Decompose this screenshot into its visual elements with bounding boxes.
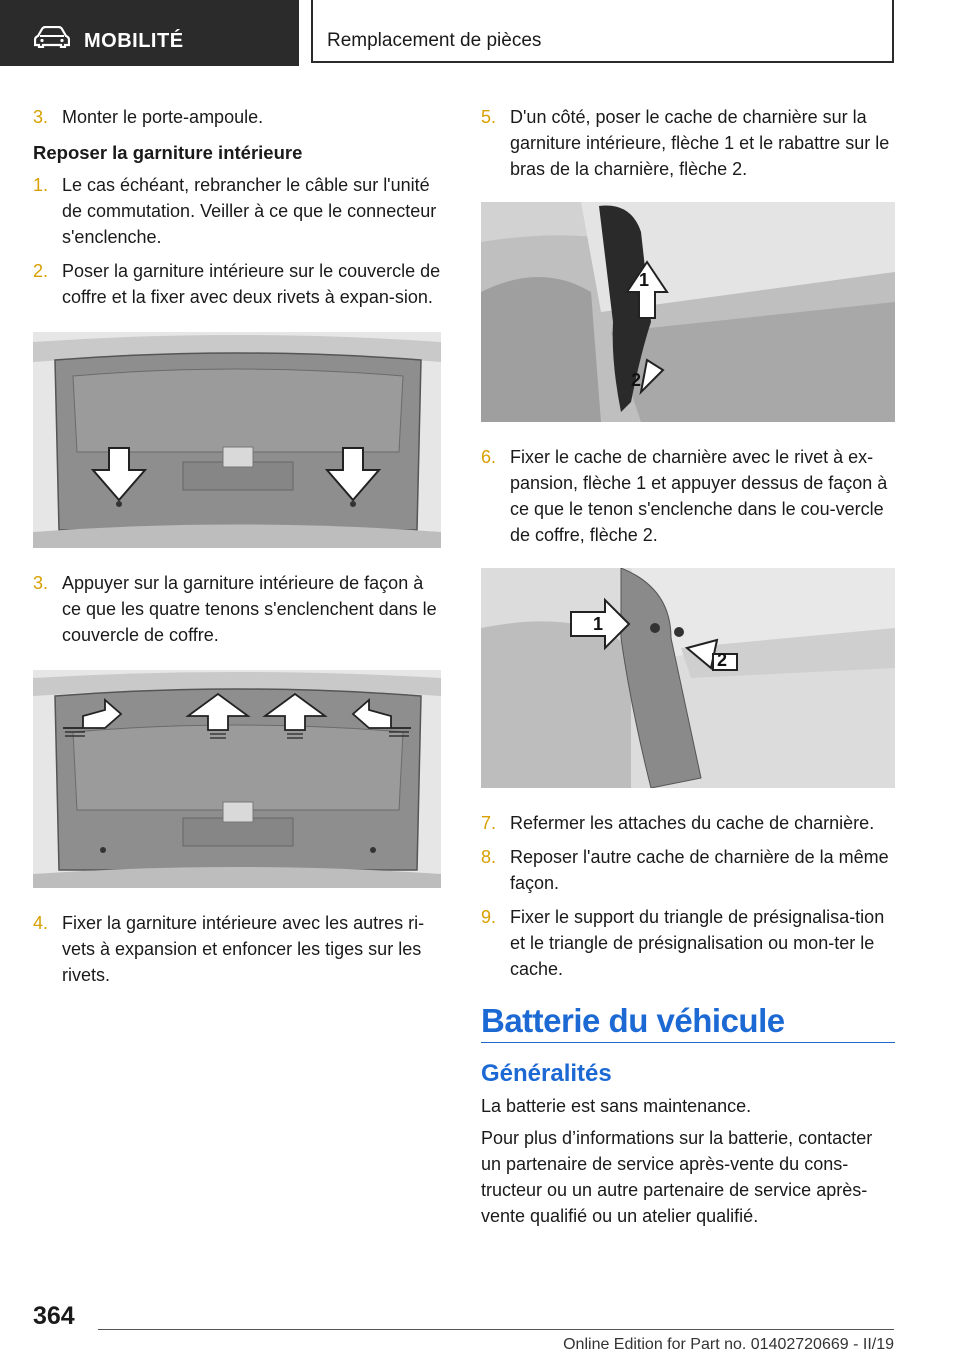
subsection-heading: Généralités (481, 1060, 612, 1087)
step-number: 3. (33, 107, 49, 127)
step-number: 7. (481, 813, 497, 833)
paragraph: Pour plus d’informations sur la batterie, contacter un partenaire de service après-vente du cons-tructeur ou un autre partenaire de service après-vente qualifié ou un atelier qualifié. (481, 1128, 873, 1226)
hinge-cover-figure-1 (481, 202, 895, 422)
edition-note: Online Edition for Part no. 01402720669 - II/19 (563, 1336, 894, 1353)
step-item (33, 104, 441, 130)
hinge-cover-figure-2 (481, 568, 895, 788)
step-item (481, 904, 895, 982)
step-number: 2. (33, 261, 49, 281)
footer-divider (98, 1329, 894, 1330)
step-item (481, 104, 895, 182)
arrow-label-1: 1 (593, 614, 604, 634)
step-item (33, 570, 441, 648)
section-label: MOBILITÉ (84, 30, 184, 52)
step-text: Monter le porte-ampoule. (62, 107, 264, 127)
step-item (33, 172, 441, 250)
trunk-lid-figure-two-arrows (33, 332, 441, 548)
step-text: Le cas échéant, rebrancher le câble sur l'unité de commutation. Veiller à ce que le connecteur s'enclenche. (62, 175, 437, 247)
step-number: 4. (33, 913, 49, 933)
left-column (33, 104, 441, 996)
chapter-header (311, 0, 894, 63)
section-heading: Batterie du véhicule (481, 1008, 895, 1043)
step-item (33, 910, 441, 988)
step-number: 8. (481, 847, 497, 867)
step-text: Refermer les attaches du cache de charnière. (510, 813, 875, 833)
step-text: Fixer la garniture intérieure avec les autres ri-vets à expansion et enfoncer les tiges sur les rivets. (62, 913, 425, 985)
arrow-label-2: 2 (717, 650, 728, 670)
step-text: Fixer le support du triangle de présignalisa-tion et le triangle de présignalisation ou mon-ter le cache. (510, 907, 885, 979)
subheading: Reposer la garniture intérieure (33, 142, 303, 163)
right-column (481, 104, 895, 1235)
step-item (33, 258, 441, 310)
car-icon (34, 26, 70, 48)
paragraph: La batterie est sans maintenance. (481, 1096, 752, 1116)
arrow-label-2: 2 (631, 370, 642, 390)
step-text: Fixer le cache de charnière avec le rivet à ex-pansion, flèche 1 et appuyer dessus de façon à ce que le tenon s'enclenche dans le cou-vercle de coffre, flèche 2. (510, 447, 888, 545)
step-number: 1. (33, 175, 49, 195)
arrow-label-1: 1 (639, 270, 650, 290)
step-item (481, 844, 895, 896)
step-text: D'un côté, poser le cache de charnière sur la garniture intérieure, flèche 1 et le rabattre sur le bras de la charnière, flèche 2. (510, 107, 890, 179)
step-text: Poser la garniture intérieure sur le couvercle de coffre et la fixer avec deux rivets à expan-sion. (62, 261, 441, 307)
step-item (481, 444, 895, 548)
step-number: 6. (481, 447, 497, 467)
step-text: Appuyer sur la garniture intérieure de façon à ce que les quatre tenons s'enclenchent dans le couvercle de coffre. (62, 573, 437, 645)
chapter-title: Remplacement de pièces (327, 30, 542, 51)
step-number: 3. (33, 573, 49, 593)
trunk-lid-figure-four-arrows (33, 670, 441, 888)
step-number: 5. (481, 107, 497, 127)
page-number: 364 (33, 1302, 75, 1330)
section-tab (0, 0, 299, 66)
step-number: 9. (481, 907, 497, 927)
step-item (481, 810, 895, 836)
step-text: Reposer l'autre cache de charnière de la même façon. (510, 847, 889, 893)
